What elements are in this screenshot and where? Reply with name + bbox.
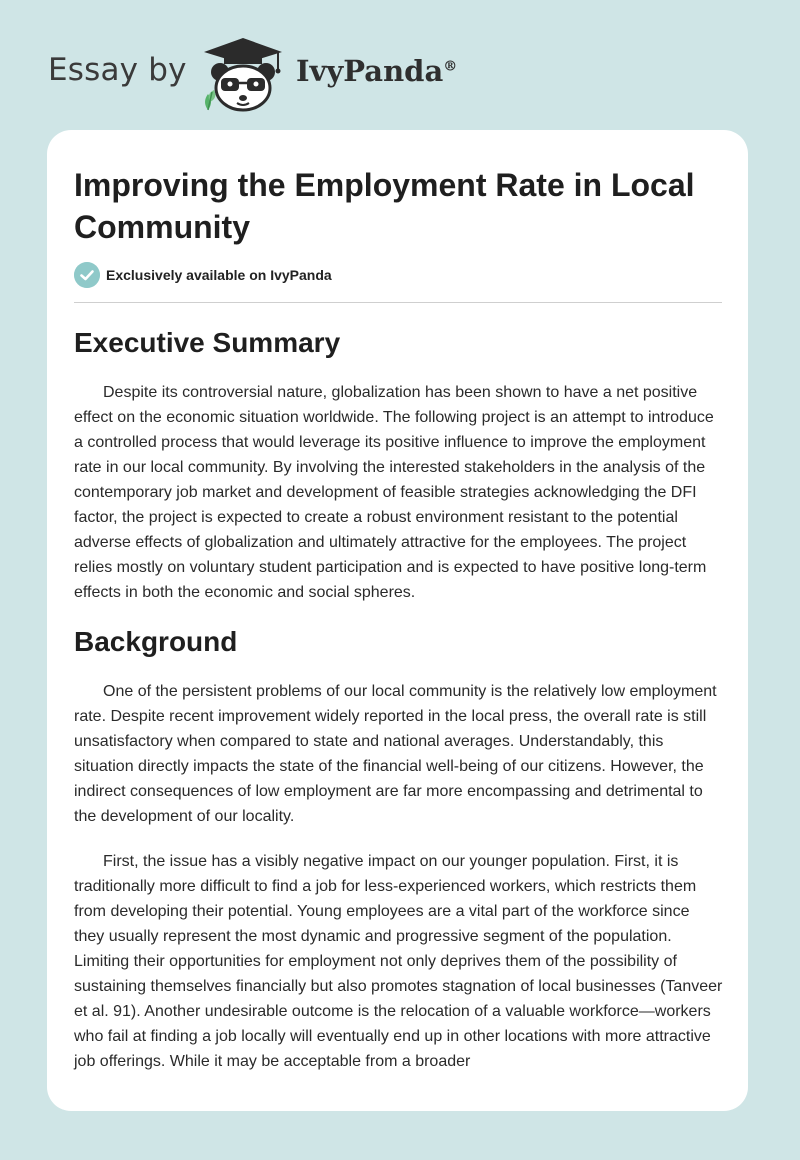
essay-content — [74, 326, 724, 1094]
panda-graduate-logo[interactable] — [200, 36, 286, 112]
registered-mark: ® — [443, 58, 458, 75]
section-heading-background: Background — [74, 626, 238, 657]
exclusive-label: Exclusively available on IvyPanda — [106, 267, 332, 283]
page-title: Improving the Employment Rate in Local Community — [74, 167, 695, 245]
paragraph: Despite its controversial nature, globalization has been shown to have a net positive effect on the economic situation worldwide. The following project is an attempt to introduce a controlled process that would leverage its positive influence to improve the employment rate in our local community. By involving the interested stakeholders in the analysis of the contemporary job market and development of feasible strategies acknowledging the DFI factor, the project is expected to create a robust environment resistant to the potential adverse effects of globalization and ultimately attractive for the employees. The project relies mostly on voluntary student participation and is expected to have positive long-term effects in both the economic and social spheres. — [74, 384, 714, 601]
brand-prefix: Essay by — [48, 52, 187, 88]
brand-name: IvyPanda® — [296, 54, 458, 88]
brand-header — [48, 32, 508, 112]
paragraph: First, the issue has a visibly negative impact on our younger population. First, it is traditionally more difficult to find a job for less-experienced workers, which restricts them from developing their potential. Young employees are a vital part of the workforce since they usually represent the most dynamic and progressive segment of the population. Limiting their opportunities for employment not only deprives them of the possibility of sustaining themselves financially but also promotes stagnation of local businesses (Tanveer et al. 91). Another undesirable outcome is the relocation of a valuable workforce—workers who fail at finding a job locally will eventually end up in other locations with more attractive job offerings. While it may be acceptable from a broader — [74, 853, 723, 1070]
check-circle-icon — [74, 262, 100, 288]
section-heading-executive-summary: Executive Summary — [74, 327, 341, 358]
exclusive-badge — [74, 262, 332, 288]
essay-card — [47, 130, 748, 1111]
divider — [74, 302, 722, 303]
paragraph: One of the persistent problems of our local community is the relatively low employment rate. Despite recent improvement widely reported in the local press, the overall rate is still unsatisfactory when compared to state and national averages. Understandably, this situation directly impacts the state of the financial well-being of our citizens. However, the indirect consequences of low employment are far more encompassing and detrimental to the development of our locality. — [74, 683, 717, 825]
